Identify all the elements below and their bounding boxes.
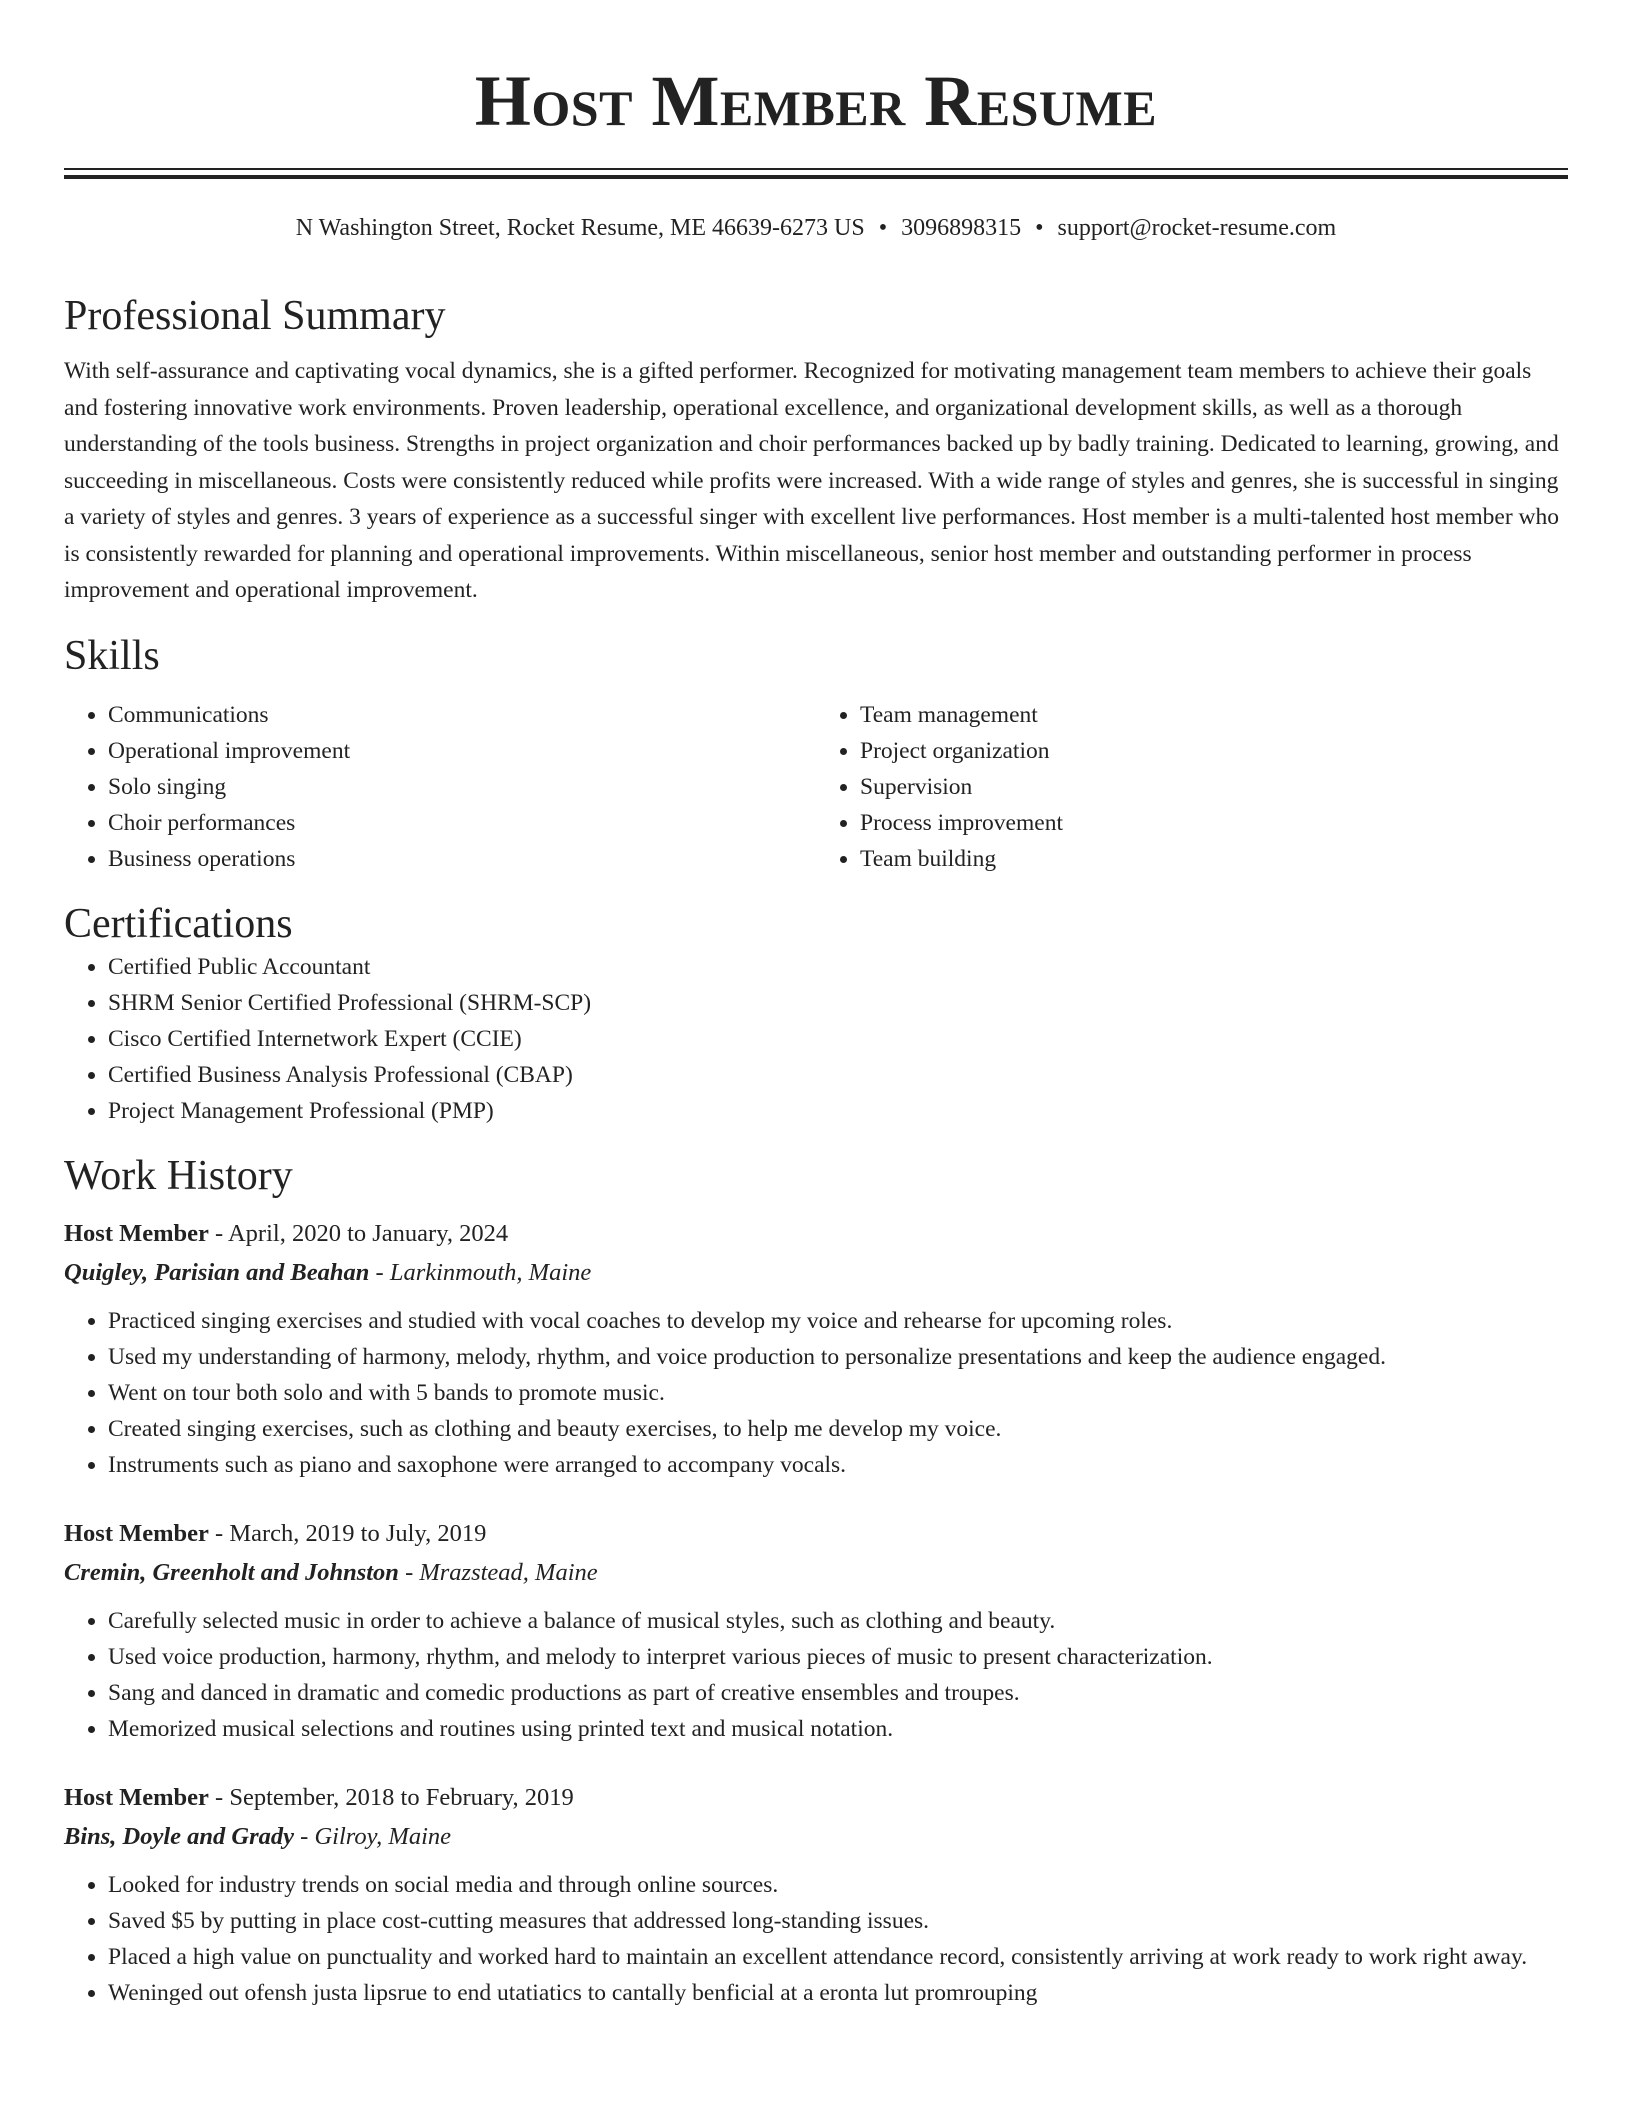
job-bullet: • Practiced singing exercises and studied with vocal coaches to develop my voice and rehearse for upcoming roles. (108, 1303, 1568, 1339)
job-bullet: • Created singing exercises, such as clothing and beauty exercises, to help me develop my voice. (108, 1411, 1568, 1447)
skill-item: • Supervision (860, 769, 1568, 805)
skill-item: • Team building (860, 841, 1568, 877)
certification-item: • Certified Business Analysis Professional (CBAP) (108, 1057, 1568, 1093)
bullet-separator: • (878, 215, 888, 241)
section-heading-summary: Professional Summary (64, 293, 446, 339)
company-name: Bins, Doyle and Grady (64, 1822, 295, 1850)
certification-item: • Cisco Certified Internetwork Expert (CCIE) (108, 1021, 1568, 1057)
job-bullets (64, 1603, 1568, 1747)
certifications-list (64, 949, 1568, 1129)
skill-item: • Business operations (108, 841, 816, 877)
job-bullet: • Placed a high value on punctuality and worked hard to maintain an excellent attendance record, consistently arriving at work ready to work right away. (108, 1939, 1568, 1975)
company-location: Gilroy, Maine (314, 1822, 452, 1850)
job-bullet: • Saved $5 by putting in place cost-cutting measures that addressed long-standing issues. (108, 1903, 1568, 1939)
title-divider-thin (64, 168, 1568, 170)
bullet-separator: • (1035, 215, 1044, 241)
job-bullets (64, 1303, 1568, 1483)
job-title: Host Member (64, 1783, 209, 1811)
skill-item: • Operational improvement (108, 733, 816, 769)
skill-item: • Project organization (860, 733, 1568, 769)
job-dates: September, 2018 to February, 2019 (229, 1783, 574, 1811)
contact-address: N Washington Street, Rocket Resume, ME 46639-6273 US (295, 215, 865, 241)
job-title: Host Member (64, 1519, 209, 1547)
job-dates: March, 2019 to July, 2019 (229, 1519, 487, 1547)
resume-page (64, 0, 1568, 2011)
section-heading-skills: Skills (64, 632, 160, 679)
job-title: Host Member (64, 1219, 209, 1247)
job-dates: April, 2020 to January, 2024 (227, 1219, 509, 1247)
skills-columns (64, 697, 1568, 877)
certification-item: • SHRM Senior Certified Professional (SHRM-SCP) (108, 985, 1568, 1021)
skill-item: • Team management (860, 697, 1568, 733)
certification-item: • Project Management Professional (PMP) (108, 1093, 1568, 1129)
job-header: Host Member - March, 2019 to July, 2019 (64, 1519, 487, 1547)
section-heading-work-history: Work History (64, 1152, 293, 1199)
company-location: Mrazstead, Maine (419, 1558, 598, 1586)
skill-item: • Communications (108, 697, 816, 733)
job-bullet: • Went on tour both solo and with 5 bands to promote music. (108, 1375, 1568, 1411)
job-entry (64, 1215, 1568, 1483)
contact-phone: 3096898315 (901, 215, 1022, 241)
job-header: Host Member - September, 2018 to February, 2019 (64, 1783, 574, 1811)
job-bullet: • Memorized musical selections and routines using printed text and musical notation. (108, 1711, 1568, 1747)
contact-email: support@rocket-resume.com (1057, 215, 1337, 241)
skills-list-left (64, 697, 816, 877)
job-header: Host Member - April, 2020 to January, 2024 (64, 1219, 509, 1247)
company-header: Cremin, Greenholt and Johnston - Mrazstead, Maine (64, 1558, 598, 1586)
job-bullet: • Weninged out ofensh justa lipsrue to end utatiatics to cantally benficial at a eronta lut promrouping (108, 1975, 1568, 2011)
job-bullets (64, 1867, 1568, 2011)
skill-item: • Choir performances (108, 805, 816, 841)
job-bullet: • Carefully selected music in order to achieve a balance of musical styles, such as clothing and beauty. (108, 1603, 1568, 1639)
job-bullet: • Sang and danced in dramatic and comedic productions as part of creative ensembles and troupes. (108, 1675, 1568, 1711)
company-name: Quigley, Parisian and Beahan (64, 1258, 370, 1286)
job-entry (64, 1515, 1568, 1747)
job-bullet: • Used voice production, harmony, rhythm, and melody to interpret various pieces of music to present characterization. (108, 1639, 1568, 1675)
company-header: Bins, Doyle and Grady - Gilroy, Maine (64, 1822, 452, 1850)
resume-title: Host Member Resume (474, 61, 1158, 141)
company-name: Cremin, Greenholt and Johnston (64, 1558, 399, 1586)
title-divider-thick (64, 175, 1568, 179)
job-entry (64, 1779, 1568, 2011)
company-header: Quigley, Parisian and Beahan - Larkinmouth, Maine (64, 1258, 592, 1286)
skill-item: • Solo singing (108, 769, 816, 805)
skills-list-right (816, 697, 1568, 877)
summary-text: With self-assurance and captivating vocal dynamics, she is a gifted performer. Recognized for motivating management team members to achieve their goals and fostering innovative work environments. Proven leadership, operational excellence, and organizational development skills, as well as a thorough understanding of the tools business. Strengths in project organization and choir performances backed up by badly training. Dedicated to learning, growing, and succeeding in miscellaneous. Costs were consistently reduced while profits were increased. With a wide range of styles and genres, she is successful in singing a variety of styles and genres. 3 years of experience as a successful singer with excellent live performances. Host member is a multi-talented host member who is consistently rewarded for planning and operational improvements. Within miscellaneous, senior host member and outstanding performer in process improvement and operational improvement. (64, 358, 1560, 603)
company-location: Larkinmouth, Maine (389, 1258, 592, 1286)
certification-item: • Certified Public Accountant (108, 949, 1568, 985)
contact-line (64, 213, 1568, 243)
job-bullet: • Used my understanding of harmony, melody, rhythm, and voice production to personalize presentations and keep the audience engaged. (108, 1339, 1568, 1375)
job-bullet: • Instruments such as piano and saxophone were arranged to accompany vocals. (108, 1447, 1568, 1483)
skill-item: • Process improvement (860, 805, 1568, 841)
job-bullet: • Looked for industry trends on social media and through online sources. (108, 1867, 1568, 1903)
section-heading-certifications: Certifications (64, 900, 293, 947)
